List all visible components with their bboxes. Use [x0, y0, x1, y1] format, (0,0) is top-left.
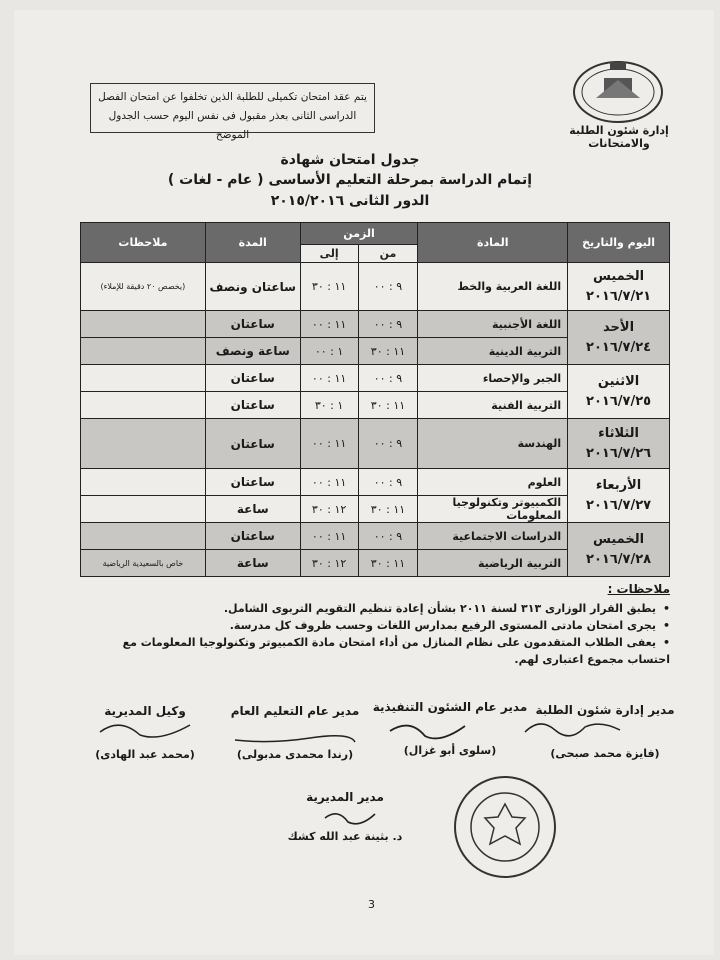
to-cell: ١١ : ٠٠ — [300, 419, 358, 469]
header-duration: المدة — [205, 223, 300, 263]
to-cell: ١١ : ٣٠ — [300, 263, 358, 311]
from-cell: ١١ : ٣٠ — [358, 496, 418, 523]
day-cell: الأحد ٢٠١٦/٧/٢٤ — [568, 311, 670, 365]
day-cell: الخميس ٢٠١٦/٧/٢١ — [568, 263, 670, 311]
remark-cell — [81, 523, 206, 550]
day-cell: الاثنين ٢٠١٦/٧/٢٥ — [568, 365, 670, 419]
day-cell: الخميس ٢٠١٦/٧/٢٨ — [568, 523, 670, 577]
table-row — [81, 365, 670, 392]
subject-cell: اللغة الأجنبية — [418, 311, 568, 338]
table-row — [81, 469, 670, 496]
remark-cell — [81, 392, 206, 419]
list-item: •يطبق القرار الوزارى ٣١٣ لسنة ٢٠١١ بشأن إعادة تنظيم التقويم التربوى الشامل. — [223, 602, 670, 615]
duration-cell: ساعتان — [205, 311, 300, 338]
governorate-logo — [568, 50, 668, 130]
from-cell: ١١ : ٣٠ — [358, 338, 418, 365]
table-row — [81, 419, 670, 469]
page-number: 3 — [368, 898, 375, 911]
header-subject: المادة — [418, 223, 568, 263]
notes-list — [80, 600, 670, 668]
remark-cell — [81, 496, 206, 523]
remark-cell — [81, 311, 206, 338]
to-cell: ١١ : ٠٠ — [300, 311, 358, 338]
official-stamp — [450, 772, 560, 882]
handwritten-signature — [385, 716, 475, 746]
doc-title-line1: جدول امتحان شهادة — [280, 152, 420, 168]
table-row — [81, 311, 670, 338]
header-day-date: اليوم والتاريخ — [568, 223, 670, 263]
header-time: الزمن — [300, 223, 418, 245]
subject-cell: التربية الفنية — [418, 392, 568, 419]
remark-cell — [81, 419, 206, 469]
duration-cell: ساعتان — [205, 523, 300, 550]
handwritten-signature — [230, 730, 360, 750]
signature-executive-affairs: مدير عام الشئون التنفيذية (سلوى أبو غزال) — [372, 700, 528, 757]
department-name: إدارة شئون الطلبة والامتحانات — [569, 124, 669, 150]
from-cell: ٩ : ٠٠ — [358, 523, 418, 550]
remark-cell: خاص بالسعيدية الرياضية — [81, 550, 206, 577]
header-from: من — [358, 245, 418, 263]
subject-cell: الجبر والإحصاء — [418, 365, 568, 392]
from-cell: ٩ : ٠٠ — [358, 469, 418, 496]
duration-cell: ساعة — [205, 550, 300, 577]
exam-schedule-table — [80, 222, 670, 577]
from-cell: ١١ : ٣٠ — [358, 550, 418, 577]
list-item: •يعفى الطلاب المتقدمون على نظام المنازل من أداء امتحان مادة الكمبيوتر وتكنولوجيا المعلومات مع احتساب مجموع اعتبارى لهم. — [122, 636, 670, 666]
remark-cell — [81, 365, 206, 392]
subject-cell: التربية الرياضية — [418, 550, 568, 577]
doc-title-line2: إتمام الدراسة بمرحلة التعليم الأساسى ( عام - لغات ) — [167, 172, 533, 188]
duration-cell: ساعتان — [205, 365, 300, 392]
header-remarks: ملاحظات — [81, 223, 206, 263]
table-row — [81, 523, 670, 550]
subject-cell: التربية الدينية — [418, 338, 568, 365]
handwritten-signature — [320, 806, 380, 830]
header-to: إلى — [300, 245, 358, 263]
subject-cell: العلوم — [418, 469, 568, 496]
table-row — [81, 263, 670, 311]
to-cell: ١١ : ٠٠ — [300, 523, 358, 550]
from-cell: ٩ : ٠٠ — [358, 419, 418, 469]
to-cell: ١ : ٠٠ — [300, 338, 358, 365]
to-cell: ١٢ : ٣٠ — [300, 550, 358, 577]
subject-cell: اللغة العربية والخط — [418, 263, 568, 311]
subject-cell: الكمبيوتر وتكنولوجيا المعلومات — [418, 496, 568, 523]
list-item: •يجرى امتحان مادتى المستوى الرفيع بمدارس اللغات وحسب ظروف كل مدرسة. — [229, 619, 670, 632]
from-cell: ٩ : ٠٠ — [358, 311, 418, 338]
from-cell: ٩ : ٠٠ — [358, 365, 418, 392]
duration-cell: ساعتان — [205, 469, 300, 496]
notes-heading: ملاحظات : — [607, 582, 670, 596]
supplementary-exam-note: يتم عقد امتحان تكميلى للطلبة الذين تخلفوا عن امتحان الفصل الدراسى الثانى بعذر مقبول فى نفس اليوم حسب الجدول الموضح — [90, 83, 375, 133]
signature-students-affairs: مدير إدارة شئون الطلبة (فايزة محمد صبحى) — [535, 703, 675, 760]
duration-cell: ساعتان — [205, 419, 300, 469]
to-cell: ١١ : ٠٠ — [300, 469, 358, 496]
duration-cell: ساعتان — [205, 392, 300, 419]
duration-cell: ساعة ونصف — [205, 338, 300, 365]
handwritten-signature — [520, 712, 630, 742]
to-cell: ١٢ : ٣٠ — [300, 496, 358, 523]
signature-general-education: مدير عام التعليم العام (رندا محمدى مدبولى) — [230, 704, 360, 761]
duration-cell: ساعتان ونصف — [205, 263, 300, 311]
remark-cell: (يخصص ٢٠ دقيقة للإملاء) — [81, 263, 206, 311]
to-cell: ١١ : ٠٠ — [300, 365, 358, 392]
signature-deputy: وكيل المديرية (محمد عبد الهادى) — [95, 704, 195, 761]
to-cell: ١ : ٣٠ — [300, 392, 358, 419]
subject-cell: الهندسة — [418, 419, 568, 469]
handwritten-signature — [95, 717, 195, 742]
signature-director: مدير المديرية د. بثينة عبد الله كشك — [287, 790, 403, 843]
from-cell: ١١ : ٣٠ — [358, 392, 418, 419]
remark-cell — [81, 338, 206, 365]
subject-cell: الدراسات الاجتماعية — [418, 523, 568, 550]
doc-title-line3: الدور الثانى ٢٠١٥/٢٠١٦ — [270, 193, 430, 209]
remark-cell — [81, 469, 206, 496]
day-cell: الثلاثاء ٢٠١٦/٧/٢٦ — [568, 419, 670, 469]
duration-cell: ساعة — [205, 496, 300, 523]
day-cell: الأربعاء ٢٠١٦/٧/٢٧ — [568, 469, 670, 523]
from-cell: ٩ : ٠٠ — [358, 263, 418, 311]
